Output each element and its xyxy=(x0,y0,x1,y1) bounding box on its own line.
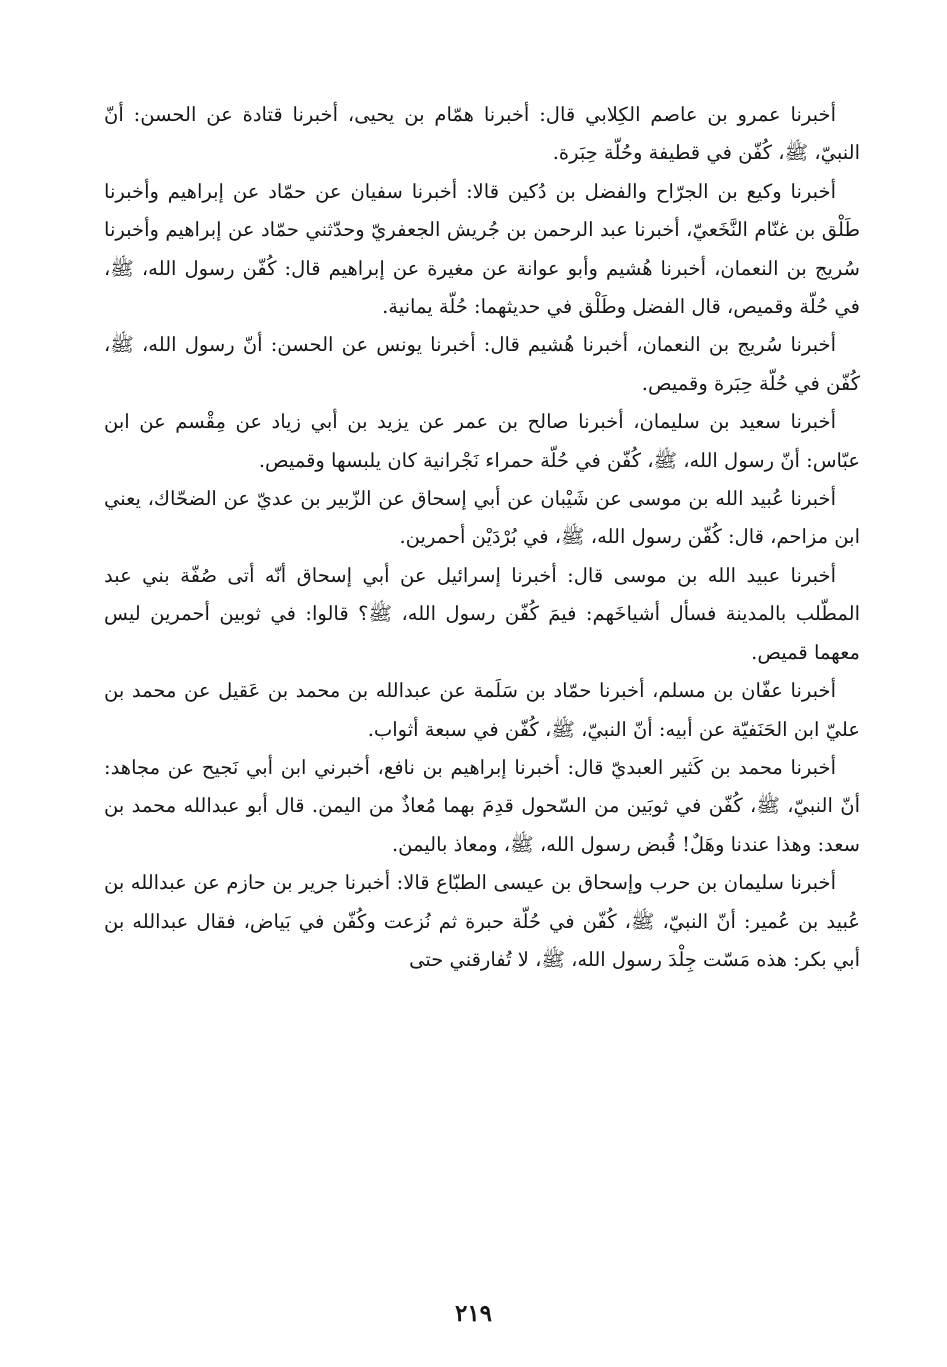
paragraph-7: أخبرنا عفّان بن مسلم، أخبرنا حمّاد بن سَلَمة عن عبدالله بن محمد بن عَقيل عن محمد بن عليّ ابن الحَنَفيّة عن أبيه: أنّ النبيّ، ﷺ، كُفّن في سبعة أثواب. xyxy=(104,679,860,741)
paragraph-6: أخبرنا عبيد الله بن موسى قال: أخبرنا إسرائيل عن أبي إسحاق أنّه أتى صُفّة بني عبد المطّلب بالمدينة فسأل أشياخَهم: فيمَ كُفّن رسول الله، ﷺ؟ قالوا: في ثوبين أحمرين ليس معهما قميص. xyxy=(104,563,860,664)
paragraph-2: أخبرنا وكيع بن الجرّاح والفضل بن دُكين قالا: أخبرنا سفيان عن حمّاد عن إبراهيم وأخبرنا طَلْق بن غنّام النَّخَعيّ، أخبرنا عبد الرحمن بن جُريش الجعفريّ وحدّثني حمّاد عن إبراهيم وأخبرنا سُريج بن النعمان، أخبرنا هُشيم وأبو عوانة عن مغيرة عن إبراهيم قال: كُفّن رسول الله، ﷺ، في حُلّة وقميص، قال الفضل وطَلْق في حديثهما: حُلّة يمانية. xyxy=(104,179,860,319)
paragraph-8: أخبرنا محمد بن كَثير العبديّ قال: أخبرنا إبراهيم بن نافع، أخبرني ابن أبي نَجيح عن مجاهد: أنّ النبيّ، ﷺ، كُفّن في ثوبَين من السّحول قدِمَ بهما مُعاذٌ من اليمن. قال أبو عبدالله محمد بن سعد: وهذا عندنا وهَلٌ! قُبض رسول الله، ﷺ، ومعاذ باليمن. xyxy=(104,755,860,856)
paragraph-3: أخبرنا سُريج بن النعمان، أخبرنا هُشيم قال: أخبرنا يونس عن الحسن: أنّ رسول الله، ﷺ، كُفّن في حُلّة حِبَرة وقميص. xyxy=(104,333,860,395)
main-text xyxy=(104,96,860,979)
paragraph-1: أخبرنا عمرو بن عاصم الكِلابي قال: أخبرنا همّام بن يحيى، أخبرنا قتادة عن الحسن: أنّ النبيّ، ﷺ، كُفّن في قطيفة وحُلّة حِبَرة. xyxy=(104,103,860,165)
paragraph-4: أخبرنا سعيد بن سليمان، أخبرنا صالح بن عمر عن يزيد بن أبي زياد عن مِقْسم عن ابن عبّاس: أنّ رسول الله، ﷺ، كُفّن في حُلّة حمراء نَجْرانية كان يلبسها وقميص. xyxy=(104,410,860,472)
page-number: ٢١٩ xyxy=(454,1300,493,1327)
paragraph-9: أخبرنا سليمان بن حرب وإسحاق بن عيسى الطبّاع قالا: أخبرنا جرير بن حازم عن عبدالله بن عُبيد بن عُمير: أنّ النبيّ، ﷺ، كُفّن في حُلّة حبرة ثم نُزعت وكُفّن في بَياض، فقال عبدالله بن أبي بكر: هذه مَسّت جِلْدَ رسول الله، ﷺ، لا تُفارقني حتى xyxy=(104,871,860,971)
paragraph-5: أخبرنا عُبيد الله بن موسى عن شَيْبان عن أبي إسحاق عن الزّبير بن عديّ عن الضحّاك، يعني ابن مزاحم، قال: كُفّن رسول الله، ﷺ، في بُرْدَيْن أحمرين. xyxy=(104,487,860,549)
